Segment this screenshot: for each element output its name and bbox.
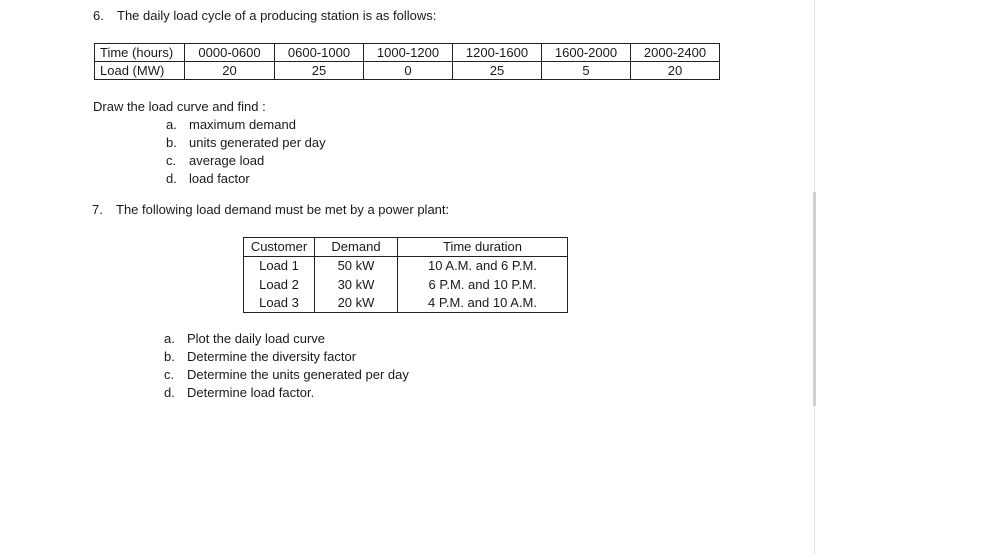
- table-cell: 50 kW: [315, 257, 398, 276]
- table-cell: Time (hours): [95, 44, 185, 62]
- question-6-text: The daily load cycle of a producing station is as follows:: [117, 8, 437, 23]
- table-cell: 30 kW: [315, 276, 398, 294]
- question-6-instruction: Draw the load curve and find :: [93, 99, 266, 114]
- table-cell: 0: [364, 62, 453, 80]
- table-cell: 25: [453, 62, 542, 80]
- table-cell: 6 P.M. and 10 P.M.: [398, 276, 568, 294]
- question-7-heading: [92, 202, 449, 217]
- table-header-cell: Time duration: [398, 238, 568, 257]
- table-cell: 4 P.M. and 10 A.M.: [398, 294, 568, 313]
- table-cell: 20: [631, 62, 720, 80]
- table-row: [244, 257, 568, 276]
- table-header-cell: Customer: [244, 238, 315, 257]
- table-cell: 10 A.M. and 6 P.M.: [398, 257, 568, 276]
- table-cell: Load (MW): [95, 62, 185, 80]
- table-header-cell: Demand: [315, 238, 398, 257]
- question-6-list: [166, 116, 326, 188]
- list-item: b. Determine the diversity factor: [164, 349, 357, 364]
- list-item: c. average load: [166, 153, 265, 168]
- list-item: b. units generated per day: [166, 135, 326, 150]
- table-cell: 20 kW: [315, 294, 398, 313]
- table-cell: 1600-2000: [542, 44, 631, 62]
- page-scroll-shadow: [813, 192, 816, 406]
- table-cell: Load 2: [259, 276, 299, 292]
- table-row: [244, 238, 568, 257]
- table-cell: 0600-1000: [275, 44, 364, 62]
- table-cell: 1200-1600: [453, 44, 542, 62]
- table-row: [95, 44, 720, 62]
- list-item: c. Determine the units generated per day: [164, 367, 409, 382]
- load-cycle-table: [94, 43, 720, 80]
- table-cell: 5: [542, 62, 631, 80]
- list-item: d. load factor: [166, 171, 250, 186]
- table-row: [95, 62, 720, 80]
- question-7-list: [164, 330, 409, 402]
- table-row: [244, 276, 568, 294]
- table-cell: Load 1: [259, 258, 299, 274]
- question-6-heading: [93, 8, 436, 23]
- table-row: [244, 294, 568, 313]
- load-demand-table: [243, 237, 568, 313]
- table-cell: 1000-1200: [364, 44, 453, 62]
- list-item: d. Determine load factor.: [164, 385, 315, 400]
- question-6-number: 6.: [93, 8, 104, 23]
- table-cell: 25: [275, 62, 364, 80]
- table-cell: 2000-2400: [631, 44, 720, 62]
- list-item: a. Plot the daily load curve: [164, 331, 326, 346]
- table-cell: Load 3: [259, 295, 299, 311]
- list-item: a. maximum demand: [166, 117, 296, 132]
- question-7-number: 7.: [92, 202, 103, 217]
- question-7-text: The following load demand must be met by a power plant:: [116, 202, 450, 217]
- table-cell: 20: [185, 62, 275, 80]
- table-cell: 0000-0600: [185, 44, 275, 62]
